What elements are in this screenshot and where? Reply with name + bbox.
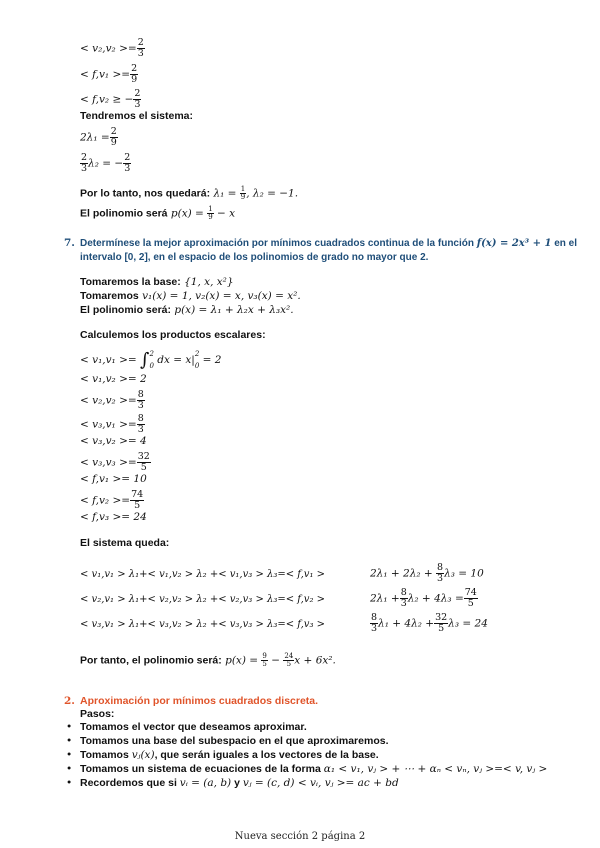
section-2-number: 2.: [64, 695, 75, 707]
conclusion-line: Por lo tanto, nos quedará: λ₁ = $\frac{1}{9}$ , λ₂ = −1.: [80, 185, 299, 201]
vectors-line: Tomaremos v₁(x) = 1, v₂(x) = x, v₃(x) = x².: [80, 290, 301, 302]
step-5: Recordemos que si vᵢ = (a, b) y vⱼ = (c, d) < vᵢ, vⱼ >= ac + bd: [80, 777, 399, 789]
evaluation-limits: 2 0: [194, 350, 200, 370]
fraction: $\frac{32}{5}$: [435, 612, 448, 634]
poly-line: El polinomio será p(x) = $\frac{1}{9}$ − x: [80, 205, 236, 221]
product-fv3: < f,v₃ >= 24: [80, 511, 147, 523]
product-fv2: < f,v₂ >= $\frac{74}{5}$: [80, 489, 144, 511]
step-3: Tomamos vⱼ(x), que serán iguales a los vectores de la base.: [80, 749, 379, 761]
integral-limits: 2 0: [149, 350, 154, 370]
bullet-icon: •: [66, 763, 73, 775]
fraction: $\frac{2}{3}$: [124, 152, 131, 174]
step-2: Tomamos una base del subespacio en el que aproximaremos.: [80, 735, 389, 747]
system-row3-right: $\frac{8}{3}$ λ₁ + 4λ₂ + $\frac{32}{5}$ λ₃ = 24: [371, 612, 488, 634]
fraction: $\frac{1}{9}$: [240, 185, 246, 201]
fraction: $\frac{2}{3}$: [137, 37, 144, 59]
bullet-icon: •: [66, 735, 73, 747]
fraction: $\frac{8}{3}$: [137, 389, 144, 411]
item-7-statement-line2: intervalo [0, 2], en el espacio de los polinomios de grado no mayor que 2.: [80, 252, 429, 263]
fraction: $\frac{2}{9}$: [131, 63, 138, 85]
fraction: $\frac{74}{5}$: [131, 489, 144, 511]
fraction: $\frac{1}{9}$: [208, 205, 213, 221]
bullet-icon: •: [66, 721, 73, 733]
system-row1-left: < v₁,v₁ > λ₁+< v₁,v₂ > λ₂ +< v₁,v₃ > λ₃=< f,v₁ >: [80, 569, 326, 580]
item-7-statement-line1: Determínese la mejor aproximación por mínimos cuadrados continua de la función f(x) = 2x³ + 1 en el: [80, 238, 578, 249]
product-v2v2: < v₂,v₂ >= $\frac{8}{3}$: [80, 389, 144, 411]
step-1: Tomamos el vector que deseamos aproximar.: [80, 721, 307, 733]
fraction: $\frac{24}{5}$: [284, 652, 294, 668]
poly-def-line: El polinomio será: p(x) = λ₁ + λ₂x + λ₃x².: [80, 304, 294, 316]
fraction: $\frac{9}{5}$: [262, 652, 267, 668]
fraction: $\frac{74}{5}$: [464, 587, 477, 609]
system-row3-left: < v₃,v₁ > λ₁+< v₃,v₂ > λ₂ +< v₃,v₃ > λ₃=< f,v₃ >: [80, 619, 326, 630]
page-footer: Nueva sección 2 página 2: [234, 831, 366, 842]
fraction: $\frac{2}{3}$: [81, 152, 88, 174]
bullet-icon: •: [66, 749, 73, 761]
inner-fv1: < f,v₁ >= $\frac{2}{9}$: [80, 63, 138, 85]
products-title: Calculemos los productos escalares:: [80, 329, 266, 341]
step-4: Tomamos un sistema de ecuaciones de la forma α₁ < v₁, vⱼ > + ⋯ + αₙ < vₙ, vⱼ >=< v, vⱼ >: [80, 763, 548, 775]
fraction: $\frac{32}{5}$: [137, 451, 150, 473]
inner-fv2: < f,v₂ ≥ − $\frac{2}{3}$: [80, 88, 141, 110]
system-row2-left: < v₂,v₁ > λ₁+< v₂,v₂ > λ₂ +< v₂,v₃ > λ₃=< f,v₂ >: [80, 594, 326, 605]
system-eq1: 2λ₁ = $\frac{2}{9}$: [80, 126, 117, 148]
inner-v2v2: < v₂,v₂ >= $\frac{2}{3}$: [80, 37, 144, 59]
product-v1v2: < v₁,v₂ >= 2: [80, 373, 147, 385]
fraction: $\frac{2}{3}$: [134, 88, 141, 110]
system-title: El sistema queda:: [80, 537, 170, 549]
fraction: $\frac{8}{3}$: [437, 562, 444, 584]
base-line: Tomaremos la base: {1, x, x²}: [80, 276, 234, 288]
product-v3v3: < v₃,v₃ >= $\frac{32}{5}$: [80, 451, 150, 473]
final-polynomial: Por tanto, el polinomio será: p(x) = $\frac{9}{5}$ − $\frac{24}{5}$ x + 6x².: [80, 652, 336, 668]
system-row1-right: 2λ₁ + 2λ₂ + $\frac{8}{3}$ λ₃ = 10: [370, 562, 484, 584]
integral-sign-icon: ∫: [140, 349, 150, 371]
section-2-title: Aproximación por mínimos cuadrados discreta.: [80, 695, 319, 707]
item-7-number: 7.: [64, 237, 75, 249]
fraction: $\frac{8}{3}$: [371, 612, 378, 634]
product-v3v1: < v₃,v₁ >= $\frac{8}{3}$: [80, 413, 144, 435]
product-v3v2: < v₃,v₂ >= 4: [80, 435, 147, 447]
fraction: $\frac{8}{3}$: [400, 587, 407, 609]
bullet-icon: •: [66, 777, 73, 789]
product-v1v1: < v₁,v₁ >= ∫ 2 0 dx = x| 2 0 = 2: [80, 349, 222, 371]
fraction: $\frac{2}{9}$: [110, 126, 117, 148]
product-fv1: < f,v₁ >= 10: [80, 473, 147, 485]
tendremos-label: Tendremos el sistema:: [80, 110, 194, 122]
system-eq2: $\frac{2}{3}$ λ₂ = − $\frac{2}{3}$: [81, 152, 131, 174]
fraction: $\frac{8}{3}$: [137, 413, 144, 435]
system-row2-right: 2λ₁ + $\frac{8}{3}$ λ₂ + 4λ₃ = $\frac{74}{5}$: [370, 587, 477, 609]
steps-label: Pasos:: [80, 708, 115, 720]
